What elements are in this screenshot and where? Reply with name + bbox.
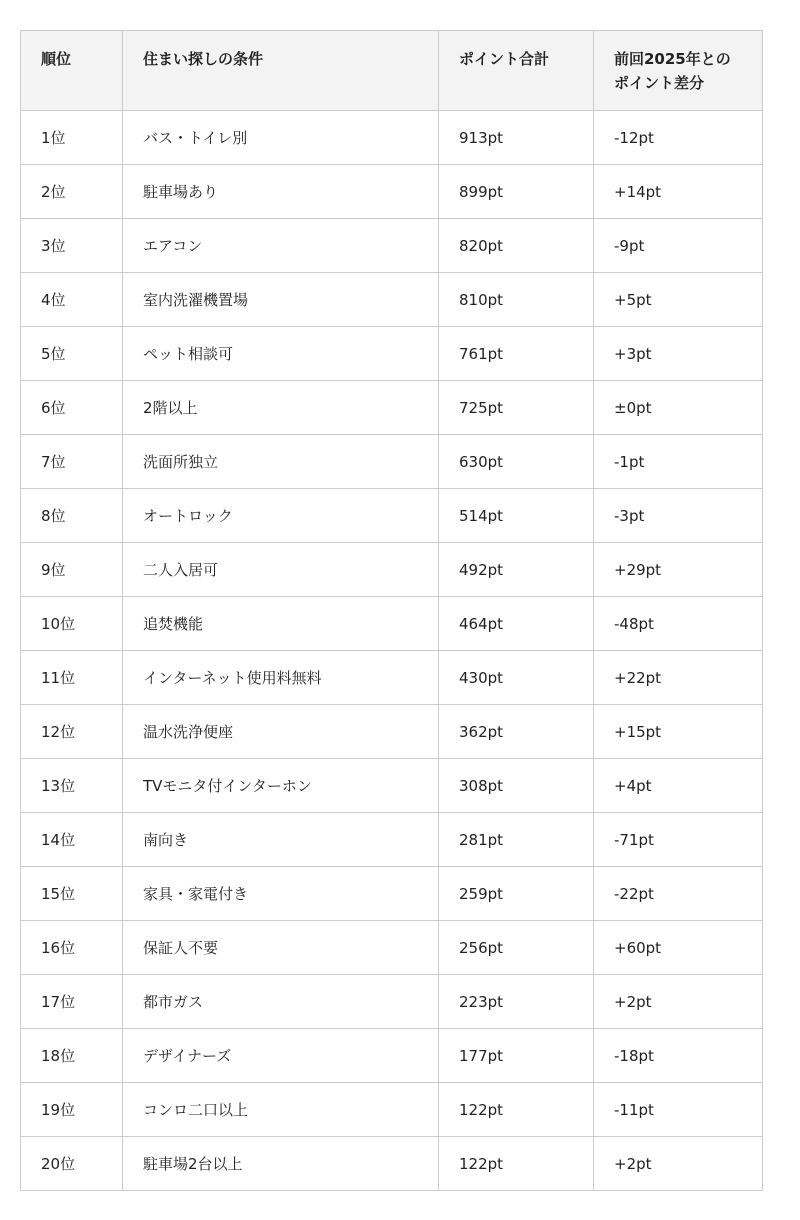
cell-diff: +2pt: [594, 975, 763, 1029]
cell-diff: +5pt: [594, 273, 763, 327]
table-body: [21, 111, 763, 1191]
cell-condition: 追焚機能: [123, 597, 439, 651]
cell-diff: -11pt: [594, 1083, 763, 1137]
cell-condition: 室内洗濯機置場: [123, 273, 439, 327]
header-points: ポイント合計: [439, 31, 594, 111]
cell-diff: +14pt: [594, 165, 763, 219]
table-row: [21, 543, 763, 597]
cell-points: 122pt: [439, 1083, 594, 1137]
table-header: [21, 31, 763, 111]
table-row: [21, 327, 763, 381]
cell-points: 223pt: [439, 975, 594, 1029]
header-diff-line1: 前回2025年との: [614, 50, 731, 68]
cell-points: 177pt: [439, 1029, 594, 1083]
cell-rank: 19位: [21, 1083, 123, 1137]
cell-diff: -9pt: [594, 219, 763, 273]
cell-diff: -48pt: [594, 597, 763, 651]
table-row: [21, 165, 763, 219]
cell-points: 810pt: [439, 273, 594, 327]
cell-condition: TVモニタ付インターホン: [123, 759, 439, 813]
cell-diff: +29pt: [594, 543, 763, 597]
table-row: [21, 705, 763, 759]
cell-diff: +3pt: [594, 327, 763, 381]
cell-condition: 洗面所独立: [123, 435, 439, 489]
cell-condition: コンロ二口以上: [123, 1083, 439, 1137]
cell-condition: エアコン: [123, 219, 439, 273]
table-row: [21, 273, 763, 327]
cell-rank: 10位: [21, 597, 123, 651]
cell-points: 308pt: [439, 759, 594, 813]
table-row: [21, 1083, 763, 1137]
cell-diff: +15pt: [594, 705, 763, 759]
table-row: [21, 975, 763, 1029]
table-row: [21, 111, 763, 165]
cell-rank: 18位: [21, 1029, 123, 1083]
cell-points: 464pt: [439, 597, 594, 651]
cell-condition: オートロック: [123, 489, 439, 543]
cell-rank: 2位: [21, 165, 123, 219]
cell-points: 259pt: [439, 867, 594, 921]
cell-condition: 都市ガス: [123, 975, 439, 1029]
cell-rank: 5位: [21, 327, 123, 381]
table-row: [21, 219, 763, 273]
cell-diff: -18pt: [594, 1029, 763, 1083]
cell-points: 281pt: [439, 813, 594, 867]
cell-rank: 12位: [21, 705, 123, 759]
cell-points: 362pt: [439, 705, 594, 759]
cell-rank: 15位: [21, 867, 123, 921]
cell-condition: 保証人不要: [123, 921, 439, 975]
cell-condition: インターネット使用料無料: [123, 651, 439, 705]
header-condition: 住まい探しの条件: [123, 31, 439, 111]
cell-points: 761pt: [439, 327, 594, 381]
cell-diff: +22pt: [594, 651, 763, 705]
header-rank: 順位: [21, 31, 123, 111]
cell-rank: 9位: [21, 543, 123, 597]
header-diff: [594, 31, 763, 111]
cell-points: 913pt: [439, 111, 594, 165]
table-row: [21, 813, 763, 867]
cell-diff: -1pt: [594, 435, 763, 489]
header-diff-line2: ポイント差分: [614, 74, 705, 92]
cell-rank: 17位: [21, 975, 123, 1029]
cell-points: 492pt: [439, 543, 594, 597]
cell-condition: 温水洗浄便座: [123, 705, 439, 759]
cell-rank: 1位: [21, 111, 123, 165]
table-row: [21, 1137, 763, 1191]
cell-condition: ペット相談可: [123, 327, 439, 381]
cell-diff: -22pt: [594, 867, 763, 921]
table-row: [21, 651, 763, 705]
cell-points: 256pt: [439, 921, 594, 975]
table-row: [21, 489, 763, 543]
cell-condition: 駐車場あり: [123, 165, 439, 219]
cell-diff: +60pt: [594, 921, 763, 975]
cell-condition: 家具・家電付き: [123, 867, 439, 921]
table-row: [21, 867, 763, 921]
cell-diff: -71pt: [594, 813, 763, 867]
cell-condition: 二人入居可: [123, 543, 439, 597]
cell-rank: 11位: [21, 651, 123, 705]
cell-condition: デザイナーズ: [123, 1029, 439, 1083]
cell-points: 122pt: [439, 1137, 594, 1191]
cell-diff: -3pt: [594, 489, 763, 543]
table-row: [21, 759, 763, 813]
cell-points: 725pt: [439, 381, 594, 435]
cell-condition: 駐車場2台以上: [123, 1137, 439, 1191]
ranking-table-container: [20, 30, 762, 1191]
cell-condition: 南向き: [123, 813, 439, 867]
table-row: [21, 381, 763, 435]
cell-rank: 6位: [21, 381, 123, 435]
cell-diff: +4pt: [594, 759, 763, 813]
cell-rank: 8位: [21, 489, 123, 543]
cell-points: 820pt: [439, 219, 594, 273]
cell-rank: 14位: [21, 813, 123, 867]
cell-rank: 16位: [21, 921, 123, 975]
table-row: [21, 597, 763, 651]
cell-rank: 4位: [21, 273, 123, 327]
cell-rank: 7位: [21, 435, 123, 489]
ranking-table: [20, 30, 763, 1191]
cell-rank: 20位: [21, 1137, 123, 1191]
cell-rank: 3位: [21, 219, 123, 273]
table-row: [21, 921, 763, 975]
cell-points: 899pt: [439, 165, 594, 219]
table-row: [21, 435, 763, 489]
cell-rank: 13位: [21, 759, 123, 813]
cell-diff: -12pt: [594, 111, 763, 165]
cell-points: 430pt: [439, 651, 594, 705]
cell-condition: 2階以上: [123, 381, 439, 435]
cell-diff: +2pt: [594, 1137, 763, 1191]
cell-condition: バス・トイレ別: [123, 111, 439, 165]
cell-points: 514pt: [439, 489, 594, 543]
cell-points: 630pt: [439, 435, 594, 489]
table-row: [21, 1029, 763, 1083]
header-row: [21, 31, 763, 111]
cell-diff: ±0pt: [594, 381, 763, 435]
